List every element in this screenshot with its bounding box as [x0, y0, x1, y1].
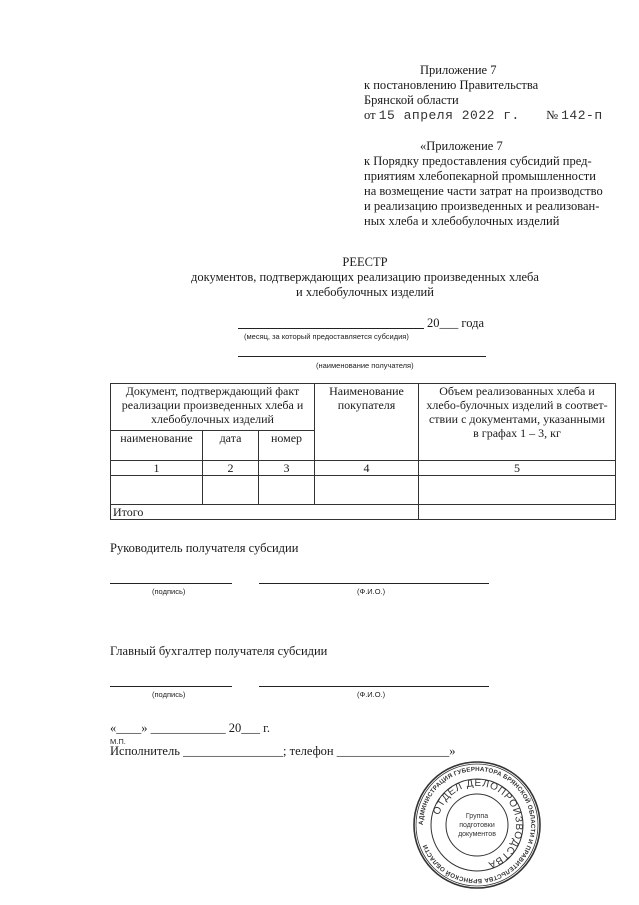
svg-text:АДМИНИСТРАЦИЯ ГУБЕРНАТОРА БРЯН: АДМИНИСТРАЦИЯ ГУБЕРНАТОРА БРЯНСКОЙ ОБЛАСТИ И ПРАВИТЕЛЬСТВА БРЯНСКОЙ ОБЛАСТИ [417, 765, 537, 885]
title-sub-1: документов, подтверждающих реализацию произведенных хлеба [191, 270, 539, 284]
stamp-seal-icon [412, 760, 542, 890]
appendix-line-1: «Приложение 7 [420, 139, 503, 153]
number-prefix: № [546, 108, 558, 122]
subheader-number: номер [259, 431, 315, 461]
svg-text:документов: документов [458, 831, 496, 838]
title-sub-2: и хлебобулочных изделий [296, 285, 434, 299]
col-num-4: 4 [315, 461, 419, 476]
director-fio-caption: (Ф.И.О.) [357, 587, 386, 596]
registry-table [110, 383, 616, 520]
period-month-line [238, 328, 424, 329]
table-header-row [111, 384, 616, 431]
period-caption: (месяц, за который предоставляется субсидия) [244, 332, 409, 341]
appendix-line-5: и реализацию произведенных и реализован- [364, 199, 600, 213]
table-cell[interactable] [259, 476, 315, 505]
accountant-label: Главный бухгалтер получателя субсидии [110, 644, 328, 658]
appendix-line-4: на возмещение части затрат на производство [364, 184, 603, 198]
number-stamp: 142-п [561, 108, 603, 123]
accountant-fio-caption: (Ф.И.О.) [357, 690, 386, 699]
buyer-header-cell: Наименование покупателя [315, 384, 419, 461]
table-cell[interactable] [419, 476, 616, 505]
official-stamp [412, 760, 542, 890]
header-line-3: Брянской области [364, 93, 459, 107]
appendix-line-6: ных хлеба и хлебобулочных изделий [364, 214, 560, 228]
table-cell[interactable] [111, 476, 203, 505]
recipient-name-line [238, 356, 486, 357]
volume-header-cell: Объем реализованных хлеба и хлебо-булочных изделий в соответ-ствии с документами, указанными в графах 1 – 3, кг [419, 384, 616, 461]
total-value-cell[interactable] [419, 505, 616, 520]
date-prefix: от [364, 108, 376, 122]
header-block [364, 63, 624, 123]
svg-text:ОТДЕЛ ДЕЛОПРОИЗВОДСТВА: ОТДЕЛ ДЕЛОПРОИЗВОДСТВА [431, 777, 525, 871]
table-cell[interactable] [203, 476, 259, 505]
subheader-name: наименование [111, 431, 203, 461]
director-label: Руководитель получателя субсидии [110, 541, 299, 555]
header-line-2: к постановлению Правительства [364, 78, 539, 92]
accountant-sign-line[interactable] [110, 686, 232, 687]
col-num-5: 5 [419, 461, 616, 476]
svg-text:Группа: Группа [465, 813, 489, 820]
header-date-line [364, 108, 624, 123]
director-sign-caption: (подпись) [152, 587, 186, 596]
recipient-caption: (наименование получателя) [316, 361, 414, 370]
table-row [111, 476, 616, 505]
title-main: РЕЕСТР [342, 255, 388, 269]
document-title [100, 255, 630, 300]
appendix-block [364, 139, 614, 229]
accountant-fio-line[interactable] [259, 686, 489, 687]
table-column-numbers-row [111, 461, 616, 476]
col-num-2: 2 [203, 461, 259, 476]
appendix-line-2: к Порядку предоставления субсидий пред- [364, 154, 592, 168]
date-stamp: 15 апреля 2022 г. [378, 108, 520, 123]
total-label: Итого [111, 505, 419, 520]
svg-text:подготовки: подготовки [459, 822, 495, 829]
footer-mp: М.П. [110, 737, 126, 746]
director-sign-line[interactable] [110, 583, 232, 584]
footer-date-line: «____» ____________ 20___ г. [110, 721, 270, 735]
header-line-1: Приложение 7 [420, 63, 497, 77]
doc-header-cell: Документ, подтверждающий факт реализации произведенных хлеба и хлебобулочных изделий [111, 384, 315, 431]
accountant-sign-caption: (подпись) [152, 690, 186, 699]
table-cell[interactable] [315, 476, 419, 505]
director-fio-line[interactable] [259, 583, 489, 584]
col-num-1: 1 [111, 461, 203, 476]
table-total-row [111, 505, 616, 520]
period-year-text: 20___ года [427, 316, 484, 330]
subheader-date: дата [203, 431, 259, 461]
footer-executor-line: Исполнитель ________________; телефон __________________» [110, 744, 456, 758]
appendix-line-3: приятиям хлебопекарной промышленности [364, 169, 596, 183]
col-num-3: 3 [259, 461, 315, 476]
